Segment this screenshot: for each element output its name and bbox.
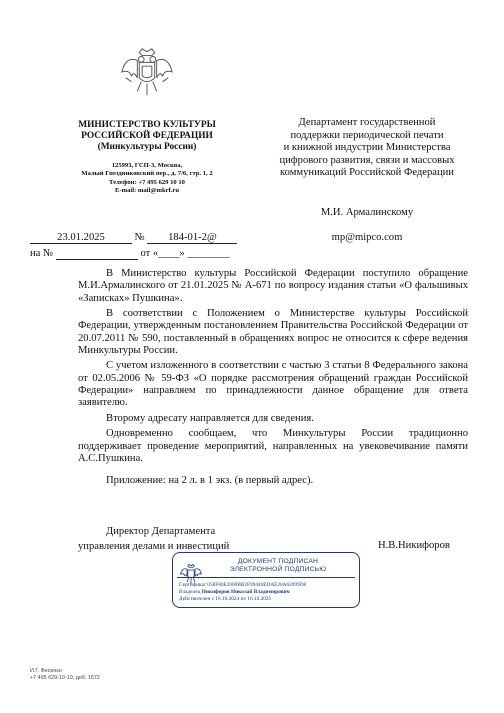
reference-number-blank bbox=[56, 248, 138, 260]
registration-date: 23.01.2025 bbox=[30, 232, 132, 244]
address-line: Малый Гнездниковский пер., д. 7/6, стр. 1, 2 bbox=[81, 170, 213, 178]
ministry-line: МИНИСТЕРСТВО КУЛЬТУРЫ bbox=[78, 120, 216, 130]
executor-block bbox=[30, 668, 100, 682]
signer-name: Н.В.Никифоров bbox=[378, 540, 450, 551]
stamp-owner-row bbox=[179, 589, 306, 596]
recipient-block bbox=[262, 117, 472, 180]
stamp-heading bbox=[203, 558, 353, 574]
electronic-signature-stamp bbox=[172, 552, 360, 608]
owner-value: Никифоров Николай Владимирович bbox=[201, 589, 290, 595]
recipient-line: коммуникаций Российской Федерации bbox=[280, 167, 454, 179]
ministry-line: (Минкультуры России) bbox=[97, 142, 197, 152]
stamp-heading-line: ДОКУМЕНТ ПОДПИСАН bbox=[237, 558, 319, 565]
russian-coat-of-arms-icon bbox=[118, 43, 176, 101]
recipient-person: М.И. Армалинскому bbox=[320, 207, 414, 218]
stamp-certificate-row bbox=[179, 582, 306, 589]
stamp-heading-line: ЭЛЕКТРОННОЙ ПОДПИСЬЮ bbox=[229, 566, 327, 573]
recipient-line: Департамент государственной bbox=[298, 117, 436, 128]
recipient-line: цифрового развития, связи и массовых bbox=[279, 154, 455, 166]
body-paragraph: Второму адресату направляется для сведения. bbox=[106, 412, 314, 424]
registration-line bbox=[30, 232, 237, 244]
recipient-line: и книжной индустрии Министерства bbox=[283, 142, 451, 154]
number-sign: № bbox=[134, 232, 145, 243]
registration-number: 184-01-2@ bbox=[147, 232, 237, 244]
stamp-details bbox=[179, 582, 306, 603]
reference-date: от «____» ________ bbox=[140, 248, 230, 259]
body-paragraph: Одновременно сообщаем, что Минкультуры России традиционно поддерживает проведение мероприятий, направленных на увековечивание памяти А.С.Пушкина. bbox=[78, 428, 468, 464]
attachment-note: Приложение: на 2 л. в 1 экз. (в первый адрес). bbox=[106, 475, 314, 487]
ministry-line: РОССИЙСКОЙ ФЕДЕРАЦИИ bbox=[81, 131, 213, 141]
signer-title bbox=[78, 525, 229, 554]
reference-prefix: на № bbox=[30, 248, 54, 259]
reference-line bbox=[30, 248, 230, 260]
address-line: Телефон: +7 495 629 10 10 bbox=[109, 178, 185, 186]
recipient-email: mp@mipco.com bbox=[331, 232, 403, 243]
body-paragraph: С учетом изложенного в соответствии с частью 3 статьи 8 Федерального закона от 02.05.2006 № 59-ФЗ «О порядке рассмотрения обращений граждан Российской Федерации» направляем по принадлежности данное обращение для ответа заявителю. bbox=[78, 360, 468, 409]
stamp-divider bbox=[177, 577, 355, 578]
valid-value: с 16.10.2024 по 16.10.2025 bbox=[211, 596, 272, 602]
executor-phone: +7 495 629-10-10, доб. 1572 bbox=[30, 675, 100, 682]
body-paragraph: В Министерство культуры Российской Федерации поступило обращение М.И.Армалинского от 21.01.2025 № А-671 по вопросу издания статьи «О фальшивых «Записках» Пушкина». bbox=[78, 268, 468, 304]
certificate-label: Сертификат bbox=[179, 582, 206, 588]
address-line: E-mail: mail@mkrf.ru bbox=[114, 187, 179, 195]
owner-label: Владелец bbox=[179, 589, 201, 595]
ministry-name-block bbox=[30, 120, 264, 153]
executor-name: И.Г. Фесенко bbox=[30, 668, 62, 674]
body-paragraph: В соответствии с Положением о Министерстве культуры Российской Федерации, утвержденным постановлением Правительства Российской Федерации от 20.07.2011 № 590, поставленный в обращениях вопрос не относится к сфере ведения Минкультуры России. bbox=[78, 308, 468, 356]
signer-title-line: управления делами и инвестиций bbox=[78, 540, 230, 552]
letter-body bbox=[78, 268, 468, 491]
ministry-address-block bbox=[30, 162, 264, 196]
certificate-value: 058F80E2000BB2F99440EDAE20A62099D8 bbox=[207, 582, 307, 588]
recipient-line: поддержки периодической печати bbox=[290, 129, 444, 141]
signer-title-line: Директор Департамента bbox=[106, 526, 216, 537]
address-line: 125993, ГСП-3, Москва, bbox=[111, 162, 183, 169]
stamp-valid-row bbox=[179, 596, 306, 603]
valid-label: Действителен bbox=[179, 596, 211, 602]
